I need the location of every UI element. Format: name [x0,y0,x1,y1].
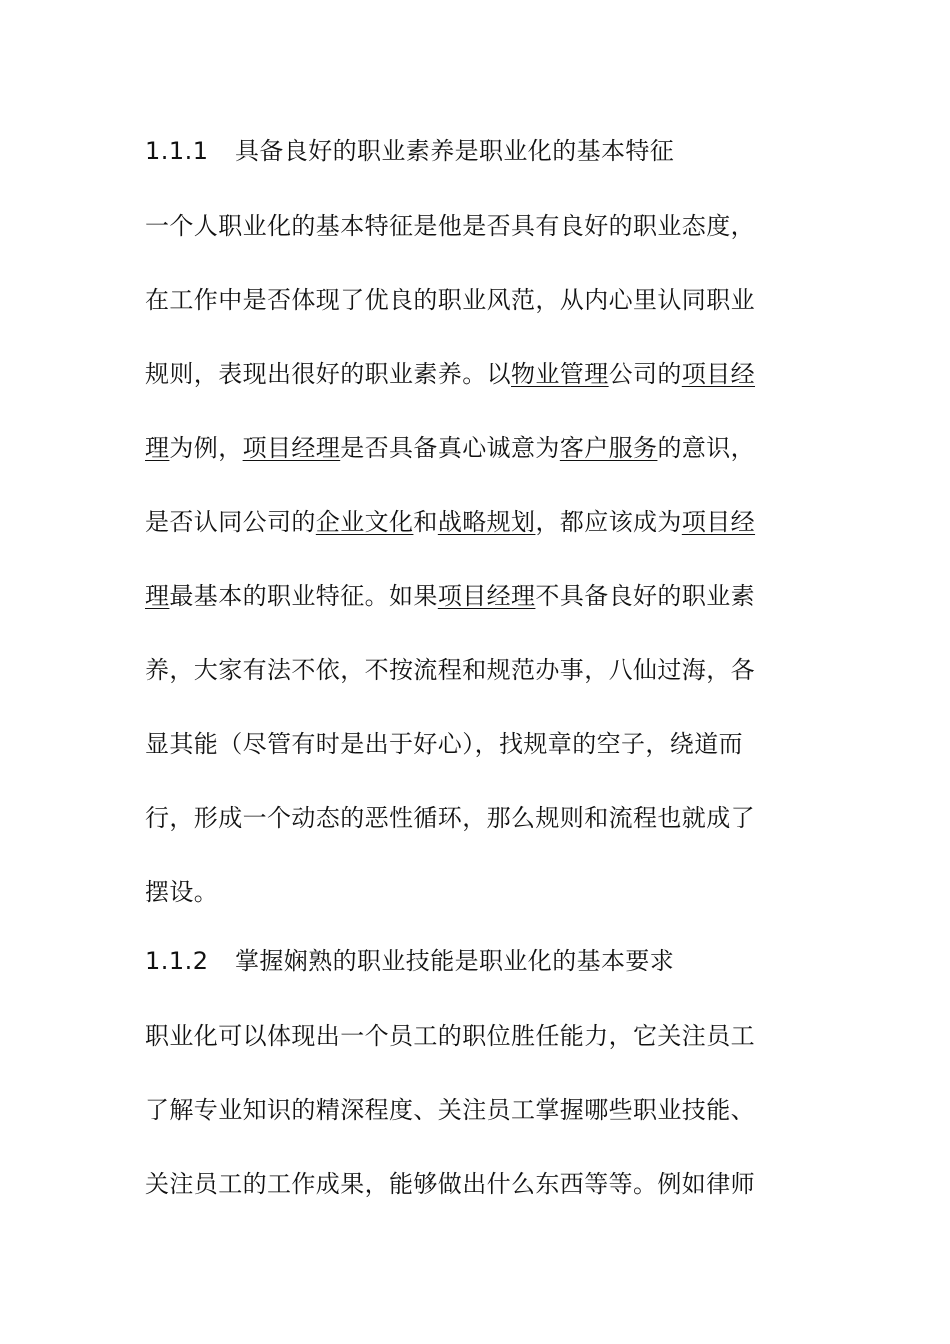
term-link[interactable]: 物业管理 [511,360,609,388]
paragraph-line [145,581,805,611]
paragraph-line [145,729,805,759]
text-run: 为例， [169,434,243,462]
paragraph-line [145,1021,805,1051]
term-link[interactable]: 客户服务 [559,434,658,462]
paragraph-line [145,433,805,463]
text-run: 和 [413,508,438,536]
section-title: 具备良好的职业素养是职业化的基本特征 [235,137,675,165]
text-run: 规则，表现出很好的职业素养。以 [145,360,511,388]
paragraph-line [145,655,805,685]
text-run: 关注员工的工作成果，能够做出什么东西等等。例如律师 [145,1170,755,1198]
paragraph-line [145,1095,805,1125]
paragraph-line [145,877,805,907]
text-run: 是否认同公司的 [145,508,316,536]
term-link[interactable]: 项目经理 [242,434,341,462]
term-link[interactable]: 理 [145,582,170,610]
text-run: 公司的 [608,360,682,388]
section-title: 掌握娴熟的职业技能是职业化的基本要求 [235,947,675,975]
term-link[interactable]: 企业文化 [315,508,414,536]
text-run: 职业化可以体现出一个员工的职位胜任能力，它关注员工 [145,1022,755,1050]
text-run: 显其能（尽管有时是出于好心），找规章的空子，绕道而 [145,730,743,758]
term-link[interactable]: 战略规划 [437,508,536,536]
section-number: 1.1.1 [145,137,209,165]
text-run: 行，形成一个动态的恶性循环，那么规则和流程也就成了 [145,804,755,832]
term-link[interactable]: 项目经理 [437,582,536,610]
text-run: 了解专业知识的精深程度、关注员工掌握哪些职业技能、 [145,1096,755,1124]
text-run: 不具备良好的职业素 [535,582,756,610]
term-link[interactable]: 项目经 [681,360,756,388]
text-run: 是否具备真心诚意为 [340,434,560,462]
text-run: 最基本的职业特征。如果 [169,582,438,610]
term-link[interactable]: 理 [145,434,170,462]
paragraph-line [145,803,805,833]
paragraph-line [145,359,805,389]
text-run: 的意识， [657,434,756,462]
section-heading [145,136,805,166]
term-link[interactable]: 项目经 [681,508,756,536]
text-run: 摆设。 [145,878,219,906]
section-number: 1.1.2 [145,947,209,975]
paragraph-line [145,285,805,315]
text-run: 养，大家有法不依，不按流程和规范办事，八仙过海，各 [145,656,755,684]
paragraph-line [145,507,805,537]
text-run: 在工作中是否体现了优良的职业风范，从内心里认同职业 [145,286,755,314]
paragraph-line [145,1169,805,1199]
paragraph-line [145,211,805,241]
text-run: ，都应该成为 [535,508,682,536]
section-heading [145,946,805,976]
text-run: 一个人职业化的基本特征是他是否具有良好的职业态度， [145,212,755,240]
